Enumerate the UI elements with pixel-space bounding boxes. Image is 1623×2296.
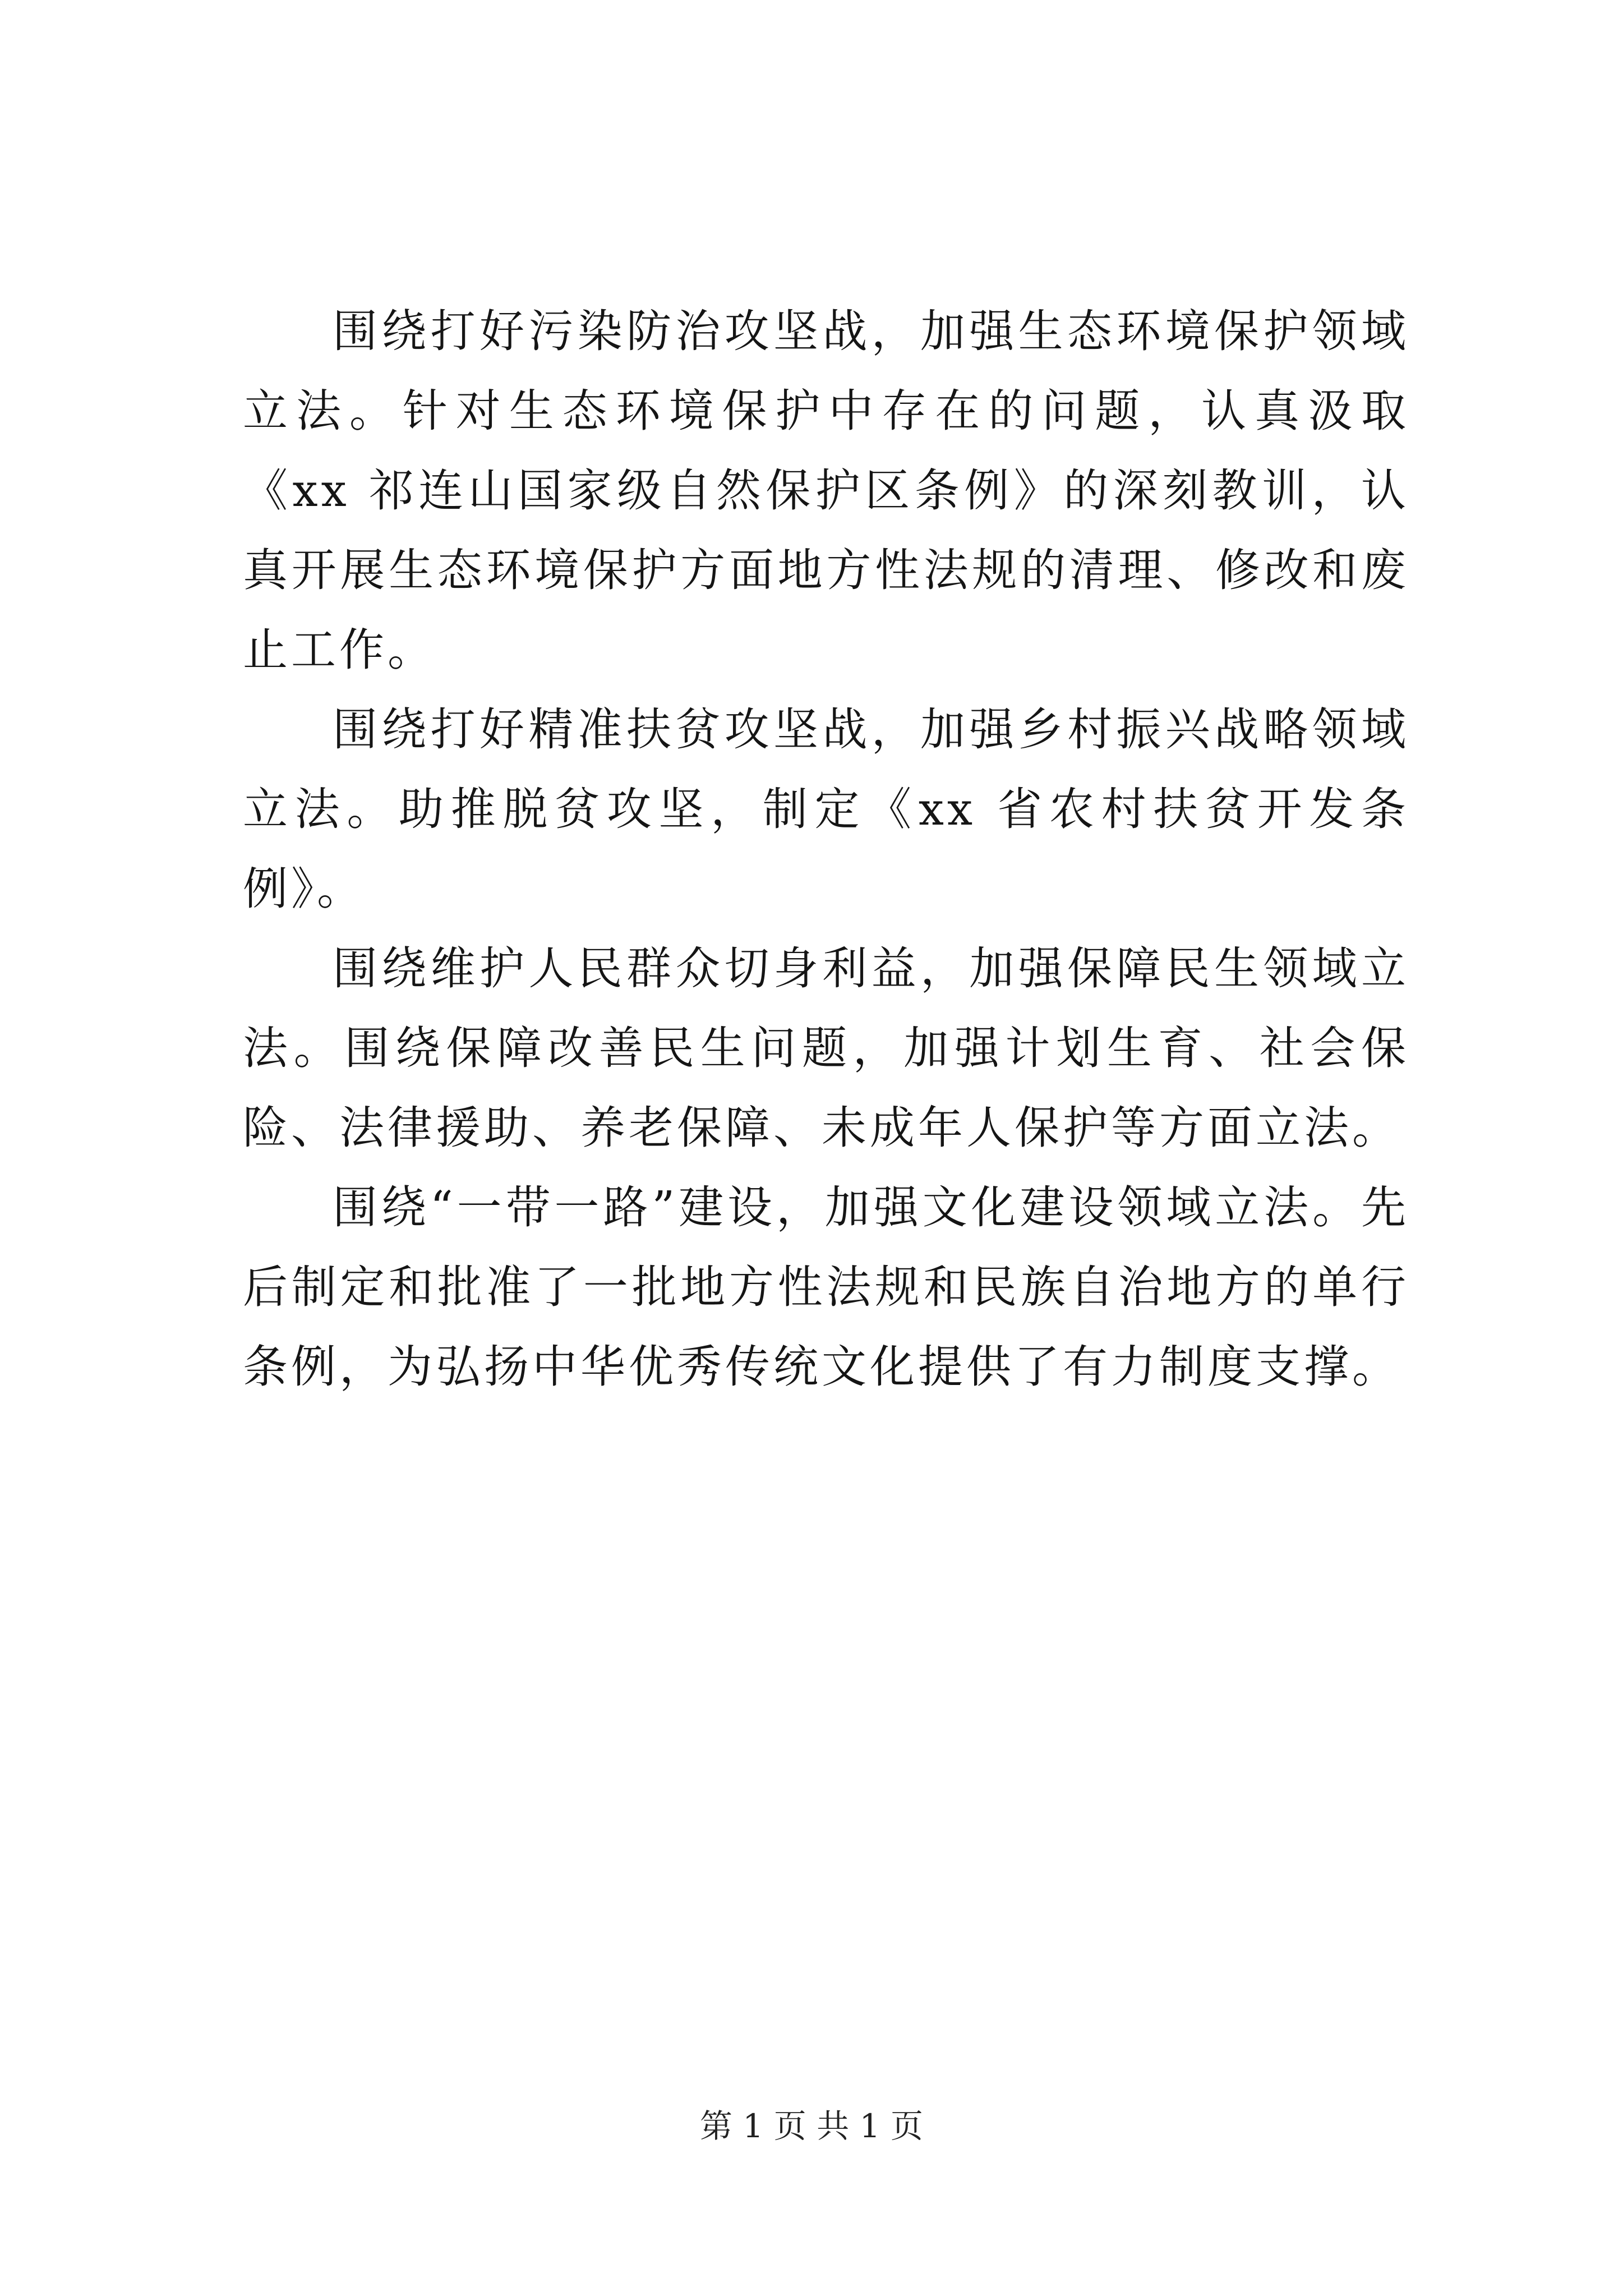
paragraph-culture: 围绕“一带一路”建设，加强文化建设领域立法。先后制定和批准了一批地方性法规和民族自治地方的单行条例，为弘扬中华优秀传统文化提供了有力制度支撑。 xyxy=(243,1181,1409,1393)
paragraph-pollution-prevention: 围绕打好污染防治攻坚战，加强生态环境保护领域立法。针对生态环境保护中存在的问题，认真汲取《xx 祁连山国家级自然保护区条例》的深刻教训，认真开展生态环境保护方面地方性法规的清理、修改和废止工作。 xyxy=(243,305,1409,676)
document-body xyxy=(243,292,1409,1407)
paragraph-poverty-alleviation: 围绕打好精准扶贫攻坚战，加强乡村振兴战略领域立法。助推脱贫攻坚，制定《xx 省农村扶贫开发条例》。 xyxy=(243,703,1409,915)
paragraph-livelihood: 围绕维护人民群众切身利益，加强保障民生领域立法。围绕保障改善民生问题，加强计划生育、社会保险、法律援助、养老保障、未成年人保护等方面立法。 xyxy=(243,942,1409,1154)
page-footer: 第 1 页 共 1 页 xyxy=(700,2107,923,2145)
